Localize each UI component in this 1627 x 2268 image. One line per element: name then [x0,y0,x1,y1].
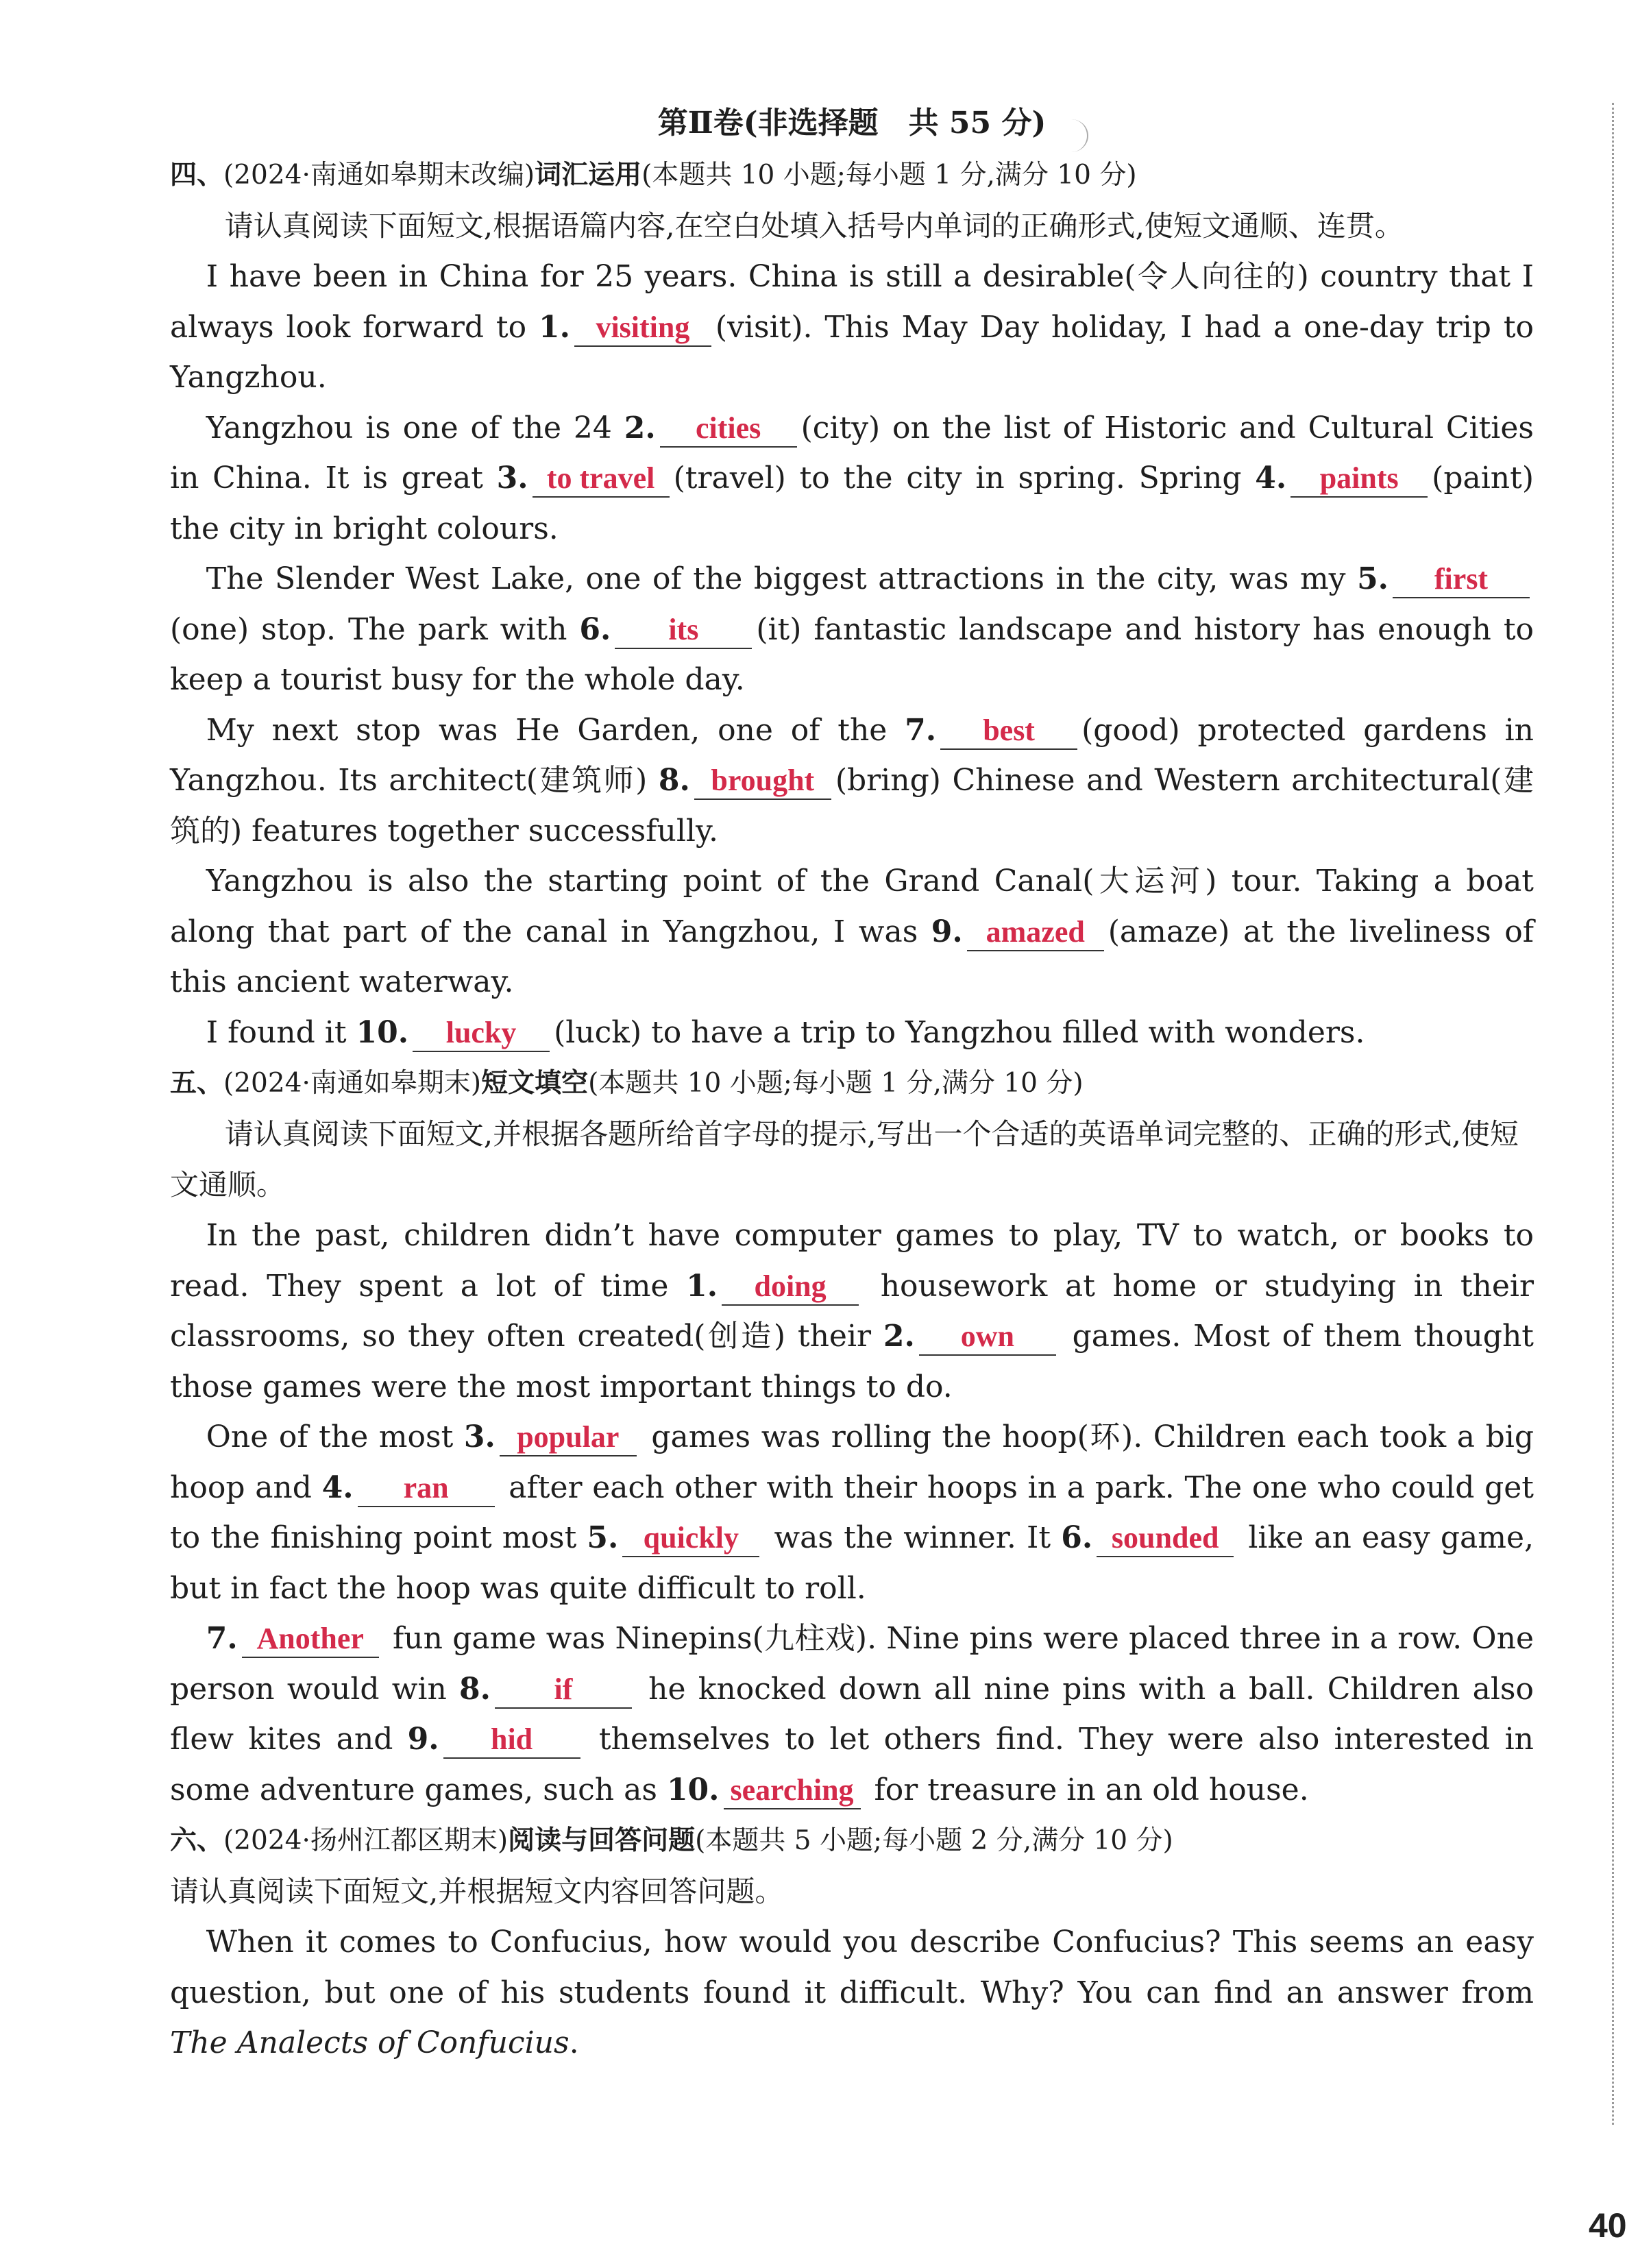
section-4-instruction: 请认真阅读下面短文,根据语篇内容,在空白处填入括号内单词的正确形式,使短文通顺、连贯。 [224,209,1404,243]
section-4-source: (2024·南通如皋期末改编) [223,160,535,191]
answer-blank: Another [242,1621,379,1658]
section-5-heading [170,1058,1534,1109]
section-4-paragraph: Yangzhou is one of the 24 2. cities (city) on the list of Historic and Cultural Cities in China. It is great 3. to travel (travel) to the city in spring. Spring 4. paints (paint) the city in bright colours. [170,410,1534,546]
answer-blank: to travel [533,461,670,498]
answer-blank: lucky [413,1015,550,1052]
answer-blank: hid [443,1722,580,1759]
answer-blank: brought [694,763,831,800]
book-title: The Analects of Confucius [170,2025,570,2060]
section-6-number: 六、 [170,1825,224,1856]
answer-blank: own [919,1319,1056,1356]
worksheet-page [170,103,1534,2069]
answer-blank: amazed [967,914,1104,951]
section-6-note: (本题共 5 小题;每小题 2 分,满分 10 分) [695,1825,1173,1856]
section-4-paragraph: My next stop was He Garden, one of the 7. best (good) protected gardens in Yangzhou. Its architect(建筑师) 8. brought (bring) Chinese and Western architectural(建筑的) features together successfully. [170,712,1534,849]
section-6-instruction: 请认真阅读下面短文,并根据短文内容回答问题。 [170,1875,784,1908]
section-6-source: (2024·扬州江都区期末) [223,1825,509,1856]
section-6-heading [170,1815,1534,1866]
section-5-paragraph: 7. Another fun game was Ninepins(九柱戏). Nine pins were placed three in a row. One person would win 8. if he knocked down all nine pins with a ball. Children also flew kites and 9. hid themselves to let others find. They were also interested in some adventure games, such as 10. searching for treasure in an old house. [170,1613,1534,1815]
section-5-number: 五、 [170,1067,224,1099]
answer-blank: popular [500,1419,637,1456]
page-title: 第Ⅱ卷(非选择题 共 55 分) [657,106,1047,141]
section-5-source: (2024·南通如皋期末) [223,1068,482,1099]
answer-blank: ran [358,1470,495,1507]
answer-blank: doing [722,1269,859,1306]
answer-blank: sounded [1097,1520,1234,1557]
section-4-heading [170,149,1534,201]
section-5-paragraph: In the past, children didn’t have computer games to play, TV to watch, or books to read. They spent a lot of time 1. doing housework at home or studying in their classrooms, so they often created(创造) their 2. own games. Most of them thought those games were the most important things to do. [170,1218,1534,1404]
section-4-title: 词汇运用 [535,159,642,191]
section-4-note: (本题共 10 小题;每小题 1 分,满分 10 分) [641,160,1137,191]
section-5-note: (本题共 10 小题;每小题 1 分,满分 10 分) [588,1068,1084,1099]
answer-blank: first [1393,561,1530,598]
section-6-title: 阅读与回答问题 [508,1825,696,1856]
answer-blank: paints [1290,461,1428,498]
answer-blank: if [495,1672,632,1709]
answer-blank: its [615,612,752,649]
section-6-paragraph: When it comes to Confucius, how would you describe Confucius? This seems an easy question, but one of his students found it difficult. Why? You can find an answer from The Analects of Confucius. [170,1925,1534,2060]
answer-blank: best [940,713,1077,750]
section-4-number: 四、 [170,159,224,191]
answer-blank: cities [660,411,797,448]
answer-blank: searching [724,1772,861,1809]
section-4-paragraph: Yangzhou is also the starting point of the Grand Canal(大运河) tour. Taking a boat along that part of the canal in Yangzhou, I was 9. amazed (amaze) at the liveliness of this ancient waterway. [170,864,1534,999]
section-5-paragraph: One of the most 3. popular games was rolling the hoop(环). Children each took a big hoop and 4. ran after each other with their hoops in a park. The one who could get to the finishing point most 5. quickly was the winner. It 6. sounded like an easy game, but in fact the hoop was quite difficult to roll. [170,1419,1534,1606]
section-4-paragraph: I have been in China for 25 years. China is still a desirable(令人向往的) country that I always look forward to 1. visiting (visit). This May Day holiday, I had a one-day trip to Yangzhou. [170,259,1534,395]
answer-blank: quickly [622,1520,759,1557]
section-5-title: 短文填空 [481,1067,589,1099]
section-5-instruction: 请认真阅读下面短文,并根据各题所给首字母的提示,写出一个合适的英语单词完整的、正确的形式,使短文通顺。 [170,1117,1519,1202]
section-4-paragraph: The Slender West Lake, one of the biggest attractions in the city, was my 5. first(one) stop. The park with 6. its (it) fantastic landscape and history has enough to keep a tourist busy for the whole day. [170,561,1534,697]
section-4-paragraph: I found it 10. lucky (luck) to have a trip to Yangzhou filled with wonders. [170,1008,1534,1058]
answer-blank: visiting [574,310,711,347]
binding-margin-line [1612,103,1614,2125]
page-number: 40 [1589,2206,1627,2245]
